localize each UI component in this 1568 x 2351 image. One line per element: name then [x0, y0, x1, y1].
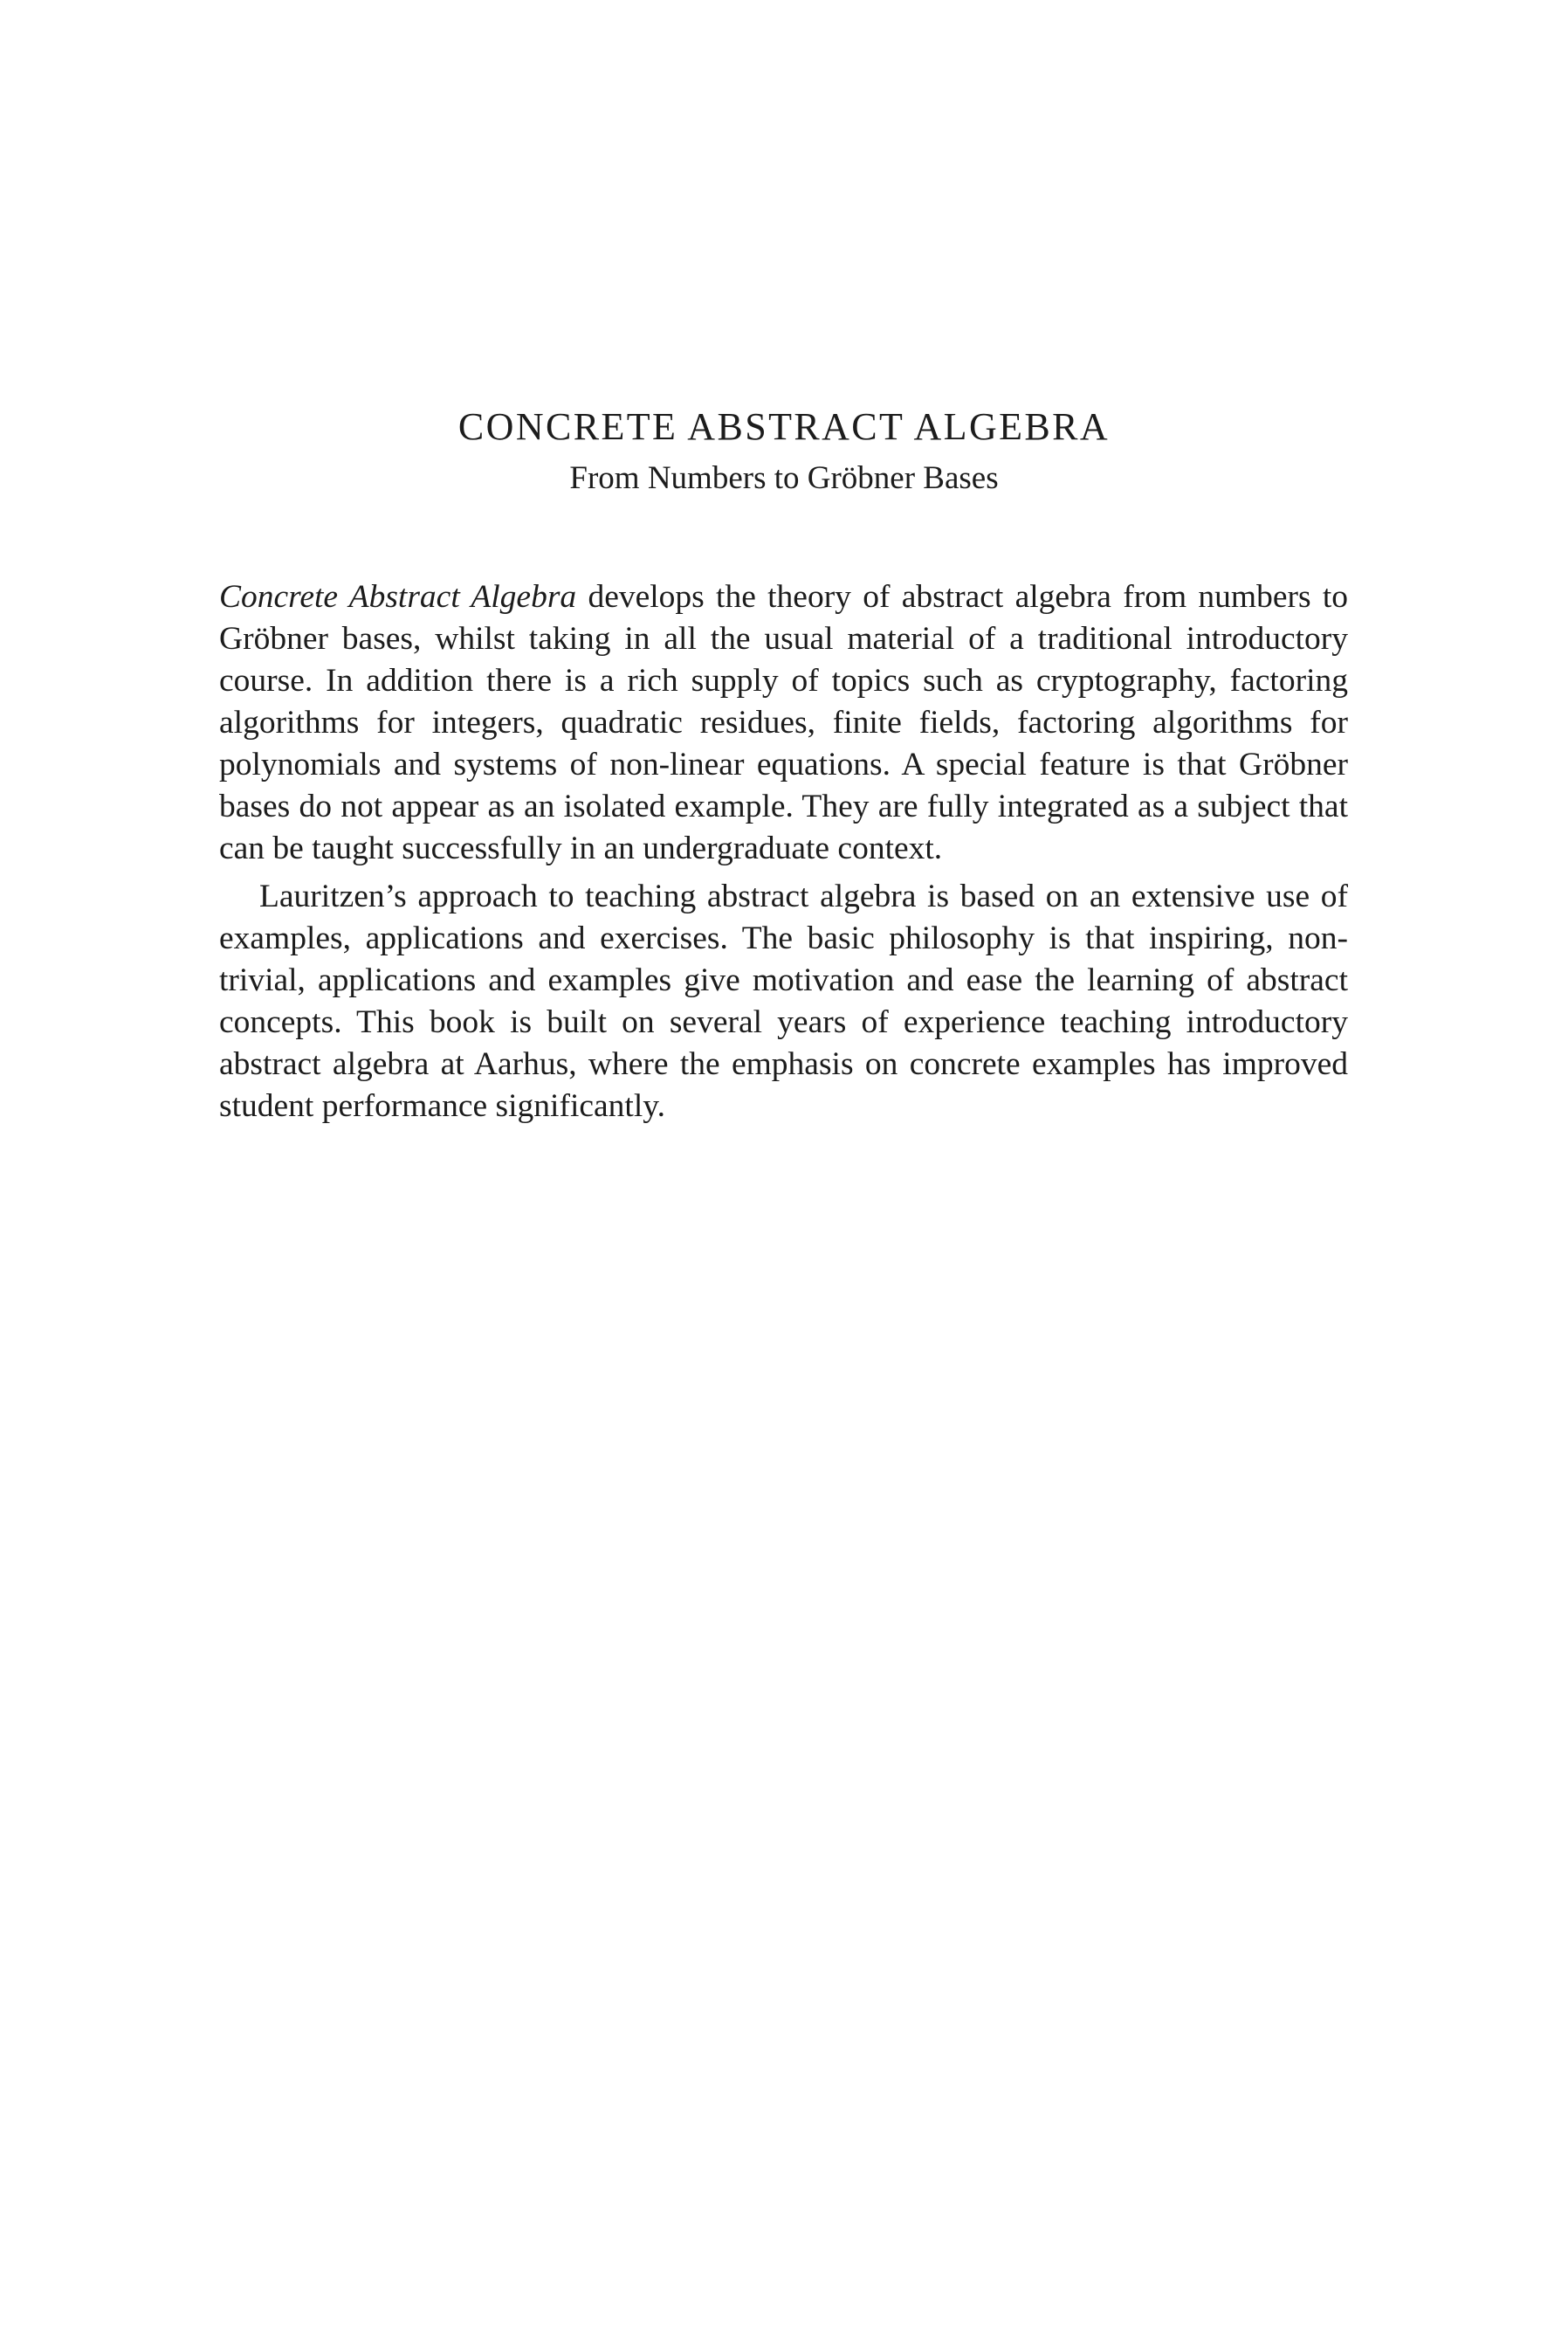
- book-title: CONCRETE ABSTRACT ALGEBRA: [457, 405, 1111, 448]
- description-paragraph-1-text: develops the theory of abstract algebra from numbers to Gröbner bases, whilst taking in all the usual material of a traditional introductory course. In addition there is a rich supply of topics such as cryptography, factoring algorithms for integers, quadratic residues, finite fields, factoring algorithms for polynomials and systems of non-linear equations. A special feature is that Gröbner bases do not appear as an isolated example. They are fully integrated as a subject that can be taught successfully in an undergraduate context.: [219, 579, 1348, 866]
- description-paragraph-2: Lauritzen’s approach to teaching abstract algebra is based on an extensive use of examples, applications and exercises. The basic philosophy is that inspiring, non-trivial, applications and examples give motivation and ease the learning of abstract concepts. This book is built on several years of experience teaching introductory abstract algebra at Aarhus, where the emphasis on concrete examples has improved student performance significantly.: [219, 879, 1348, 1124]
- book-subtitle: From Numbers to Gröbner Bases: [569, 460, 999, 496]
- book-title-italic: Concrete Abstract Algebra: [219, 579, 577, 615]
- description-paragraph-1: [219, 576, 1348, 870]
- book-description: [219, 576, 1348, 1127]
